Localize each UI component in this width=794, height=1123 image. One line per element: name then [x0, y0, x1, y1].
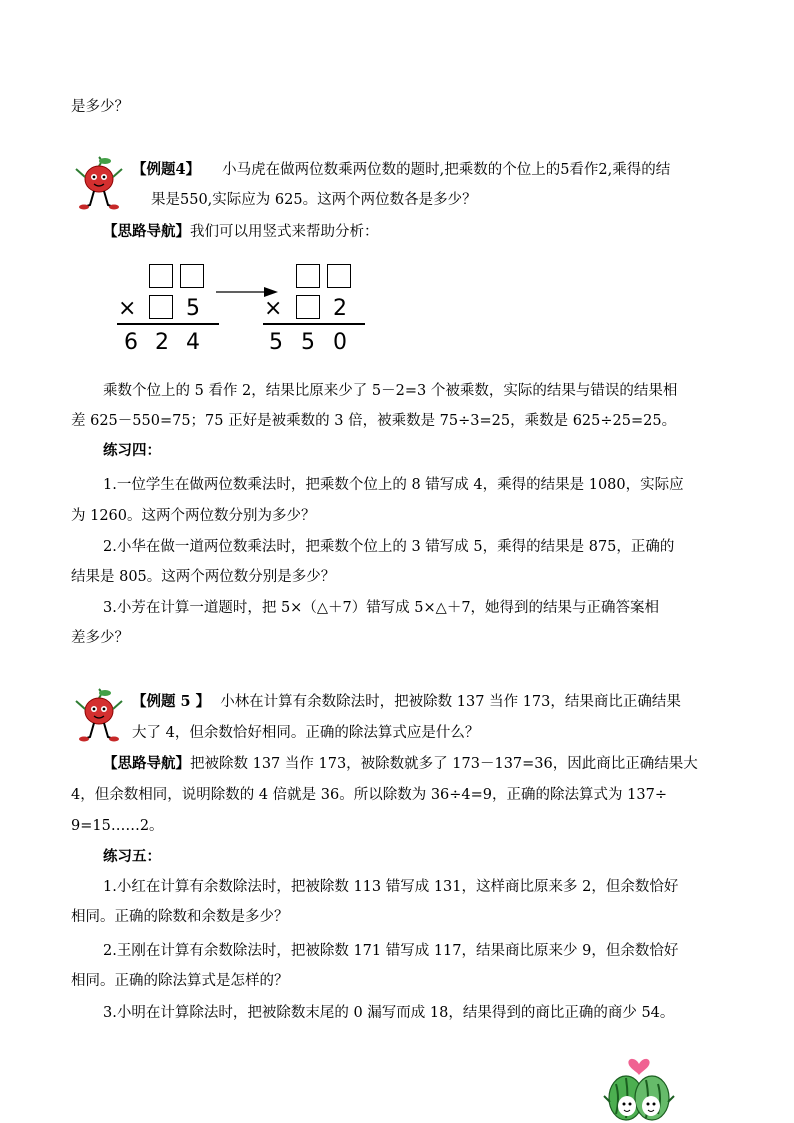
- result-digit: 0: [333, 330, 347, 355]
- blank-box: [327, 264, 351, 288]
- hint5-line1: 把被除数 137 当作 173，被除数就多了 173－137=36，因此商比正确结果大: [190, 756, 698, 772]
- practice4-q1-line2: 为 1260。这两个两位数分别为多少？: [71, 508, 316, 524]
- apple-mascot-icon: [72, 687, 126, 743]
- multiplier-digit: 2: [333, 296, 347, 321]
- blank-box: [296, 264, 320, 288]
- result-digit: 5: [269, 330, 283, 355]
- practice4-q1-line1: 1.一位学生在做两位数乘法时，把乘数个位上的 8 错写成 4，乘得的结果是 1080，实际应: [103, 477, 684, 493]
- practice4-q3-line1: 3.小芳在计算一道题时，把 5×（△＋7）错写成 5×△＋7，她得到的结果与正确答案相: [103, 600, 660, 616]
- result-digit: 5: [301, 330, 315, 355]
- watermelon-mascot-icon: [602, 1050, 676, 1123]
- hint4: [103, 222, 379, 242]
- result-line: [263, 323, 365, 325]
- practice5-title: 练习五：: [103, 848, 161, 865]
- example5-label: 【例题 5 】: [132, 693, 211, 710]
- result-digit: 2: [155, 330, 169, 355]
- blank-box: [296, 295, 320, 319]
- practice5-q2-line2: 相同。正确的除法算式是怎样的？: [71, 973, 289, 989]
- practice4-title: 练习四：: [103, 442, 161, 459]
- blank-box: [180, 264, 204, 288]
- example4-line2: 果是550,实际应为 625。这两个两位数各是多少？: [151, 192, 477, 208]
- analysis4-line2: 差 625－550=75；75 正好是被乘数的 3 倍，被乘数是 75÷3=25，乘数是 625÷25=25。: [71, 413, 677, 429]
- blank-box: [149, 295, 173, 319]
- result-line: [117, 323, 219, 325]
- intro-tail: 是多少？: [71, 99, 129, 115]
- hint5-line1-wrap: [103, 754, 698, 774]
- practice4-q2-line2: 结果是 805。这两个两位数分别是多少？: [71, 569, 336, 585]
- multiplier-digit: 5: [186, 296, 200, 321]
- result-digit: 4: [186, 330, 200, 355]
- practice4-q2-line1: 2.小华在做一道两位数乘法时，把乘数个位上的 3 错写成 5，乘得的结果是 875，正确的: [103, 539, 675, 555]
- example4-label: 【例题4】: [132, 161, 201, 178]
- example5-line2: 大了 4，但余数恰好相同。正确的除法算式应是什么？: [132, 725, 480, 741]
- apple-mascot-icon: [72, 155, 126, 211]
- practice5-q3-line1: 3.小明在计算除法时，把被除数末尾的 0 漏写而成 18，结果得到的商比正确的商少 54。: [103, 1005, 675, 1021]
- hint5-line2: 4，但余数相同，说明除数的 4 倍就是 36。所以除数为 36÷4=9，正确的除法算式为 137÷: [71, 787, 667, 803]
- practice5-q2-line1: 2.王刚在计算有余数除法时，把被除数 171 错写成 117，结果商比原来少 9，但余数恰好: [103, 943, 679, 959]
- example4-line1: 小马虎在做两位数乘两位数的题时,把乘数的个位上的5看作2,乘得的结: [222, 162, 671, 178]
- hint5-line3: 9=15……2。: [71, 818, 164, 834]
- analysis4-line1: 乘数个位上的 5 看作 2，结果比原来少了 5－2=3 个被乘数，实际的结果与错误的结果相: [103, 383, 678, 399]
- hint5-label: 【思路导航】: [103, 755, 190, 772]
- times-sign: ×: [118, 296, 137, 321]
- blank-box: [149, 264, 173, 288]
- practice5-q1-line1: 1.小红在计算有余数除法时，把被除数 113 错写成 131，这样商比原来多 2，但余数恰好: [103, 879, 679, 895]
- hint4-label: 【思路导航】: [103, 223, 190, 240]
- times-sign: ×: [264, 296, 283, 321]
- practice4-q3-line2: 差多少？: [71, 630, 129, 646]
- result-digit: 6: [124, 330, 138, 355]
- hint4-text: 我们可以用竖式来帮助分析：: [190, 224, 379, 240]
- practice5-q1-line2: 相同。正确的除数和余数是多少？: [71, 909, 289, 925]
- example5-line1: 小林在计算有余数除法时，把被除数 137 当作 173，结果商比正确结果: [220, 694, 681, 710]
- example4-heading: [132, 160, 670, 180]
- example5-heading: [132, 692, 681, 712]
